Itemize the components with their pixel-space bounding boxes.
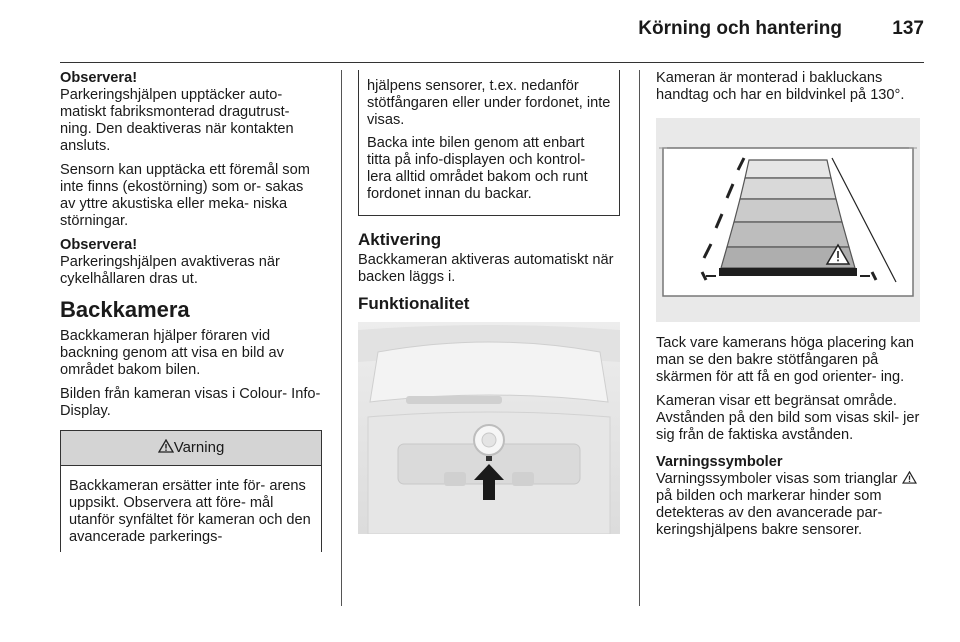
note-1-body: Parkeringshjälpen upptäcker auto- matiskt fabriksmonterad dragutrust- ning. Den deaktiveras när kontakten ansluts. [60,87,294,154]
note-2 [60,237,322,288]
paragraph-camera-mount: Kameran är monterad i bakluckans handtag och har en bildvinkel på 130°. [656,70,905,103]
warning-text: Backkameran ersätter inte för- arens uppsikt. Observera att före- mål utanför synfältet för kameran och den avancerade parkerings- [69,478,311,545]
note-2-heading: Observera! [60,237,138,253]
heading-aktivering: Aktivering [358,230,442,249]
warning-triangle-icon [902,471,917,484]
column-1 [60,70,322,552]
camera-display-image [656,118,924,327]
warning-symbols-section [656,454,924,539]
paragraph-display: Bilden från kameran visas i Colour- Info-Display. [60,386,321,419]
page-number: 137 [892,18,924,39]
note-2-body: Parkeringshjälpen avaktiveras när cykelhållaren dras ut. [60,254,280,287]
paragraph-warning-symbols-a: Varningssymboler visas som trianglar [656,471,898,487]
column-3 [656,70,924,546]
paragraph-aktivering: Backkameran aktiveras automatiskt när backen läggs i. [358,252,614,285]
tailgate-camera-image [358,322,620,539]
warning-cont-text-2: Backa inte bilen genom att enbart titta på info-displayen och kontrol- lera alltid området bakom och runt fordonet innan du backar. [367,135,588,202]
header-rule [60,62,924,63]
warning-label: Varning [173,439,225,456]
note-1-heading: Observera! [60,70,138,86]
warning-header [61,430,321,466]
paragraph-warning-symbols-b: på bilden och markerar hinder som detekteras av den avancerade par- keringshjälpens bakre sensorer. [656,488,883,538]
heading-varningssymboler: Varningssymboler [656,454,783,470]
column-divider-2 [639,70,640,606]
column-2 [358,70,620,543]
page-header-title: Körning och hantering [638,18,842,39]
warning-cont-text-1: hjälpens sensorer, t.ex. nedanför stötfångaren eller under fordonet, inte visas. [367,78,611,128]
paragraph-camera-position: Tack vare kamerans höga placering kan man se den bakre stötfångaren på skärmen för att få en god orienter- ing. [656,335,914,385]
heading-funktionalitet: Funktionalitet [358,294,470,313]
warning-box-continued [358,70,620,216]
paragraph-sensor: Sensorn kan upptäcka ett föremål som inte finns (ekostörning) som or- sakas av yttre akustiska eller meka- niska störningar. [60,162,310,229]
warning-triangle-icon [158,439,174,453]
heading-backkamera: Backkamera [60,297,190,322]
column-divider-1 [341,70,342,606]
note-1 [60,70,322,155]
warning-box [60,430,322,552]
paragraph-backkamera-intro: Backkameran hjälper föraren vid backning genom att visa en bild av området bakom bilen. [60,328,284,378]
paragraph-camera-limits: Kameran visar ett begränsat område. Avstånden på den bild som visas skil- jer sig från de faktiska avstånden. [656,393,920,443]
